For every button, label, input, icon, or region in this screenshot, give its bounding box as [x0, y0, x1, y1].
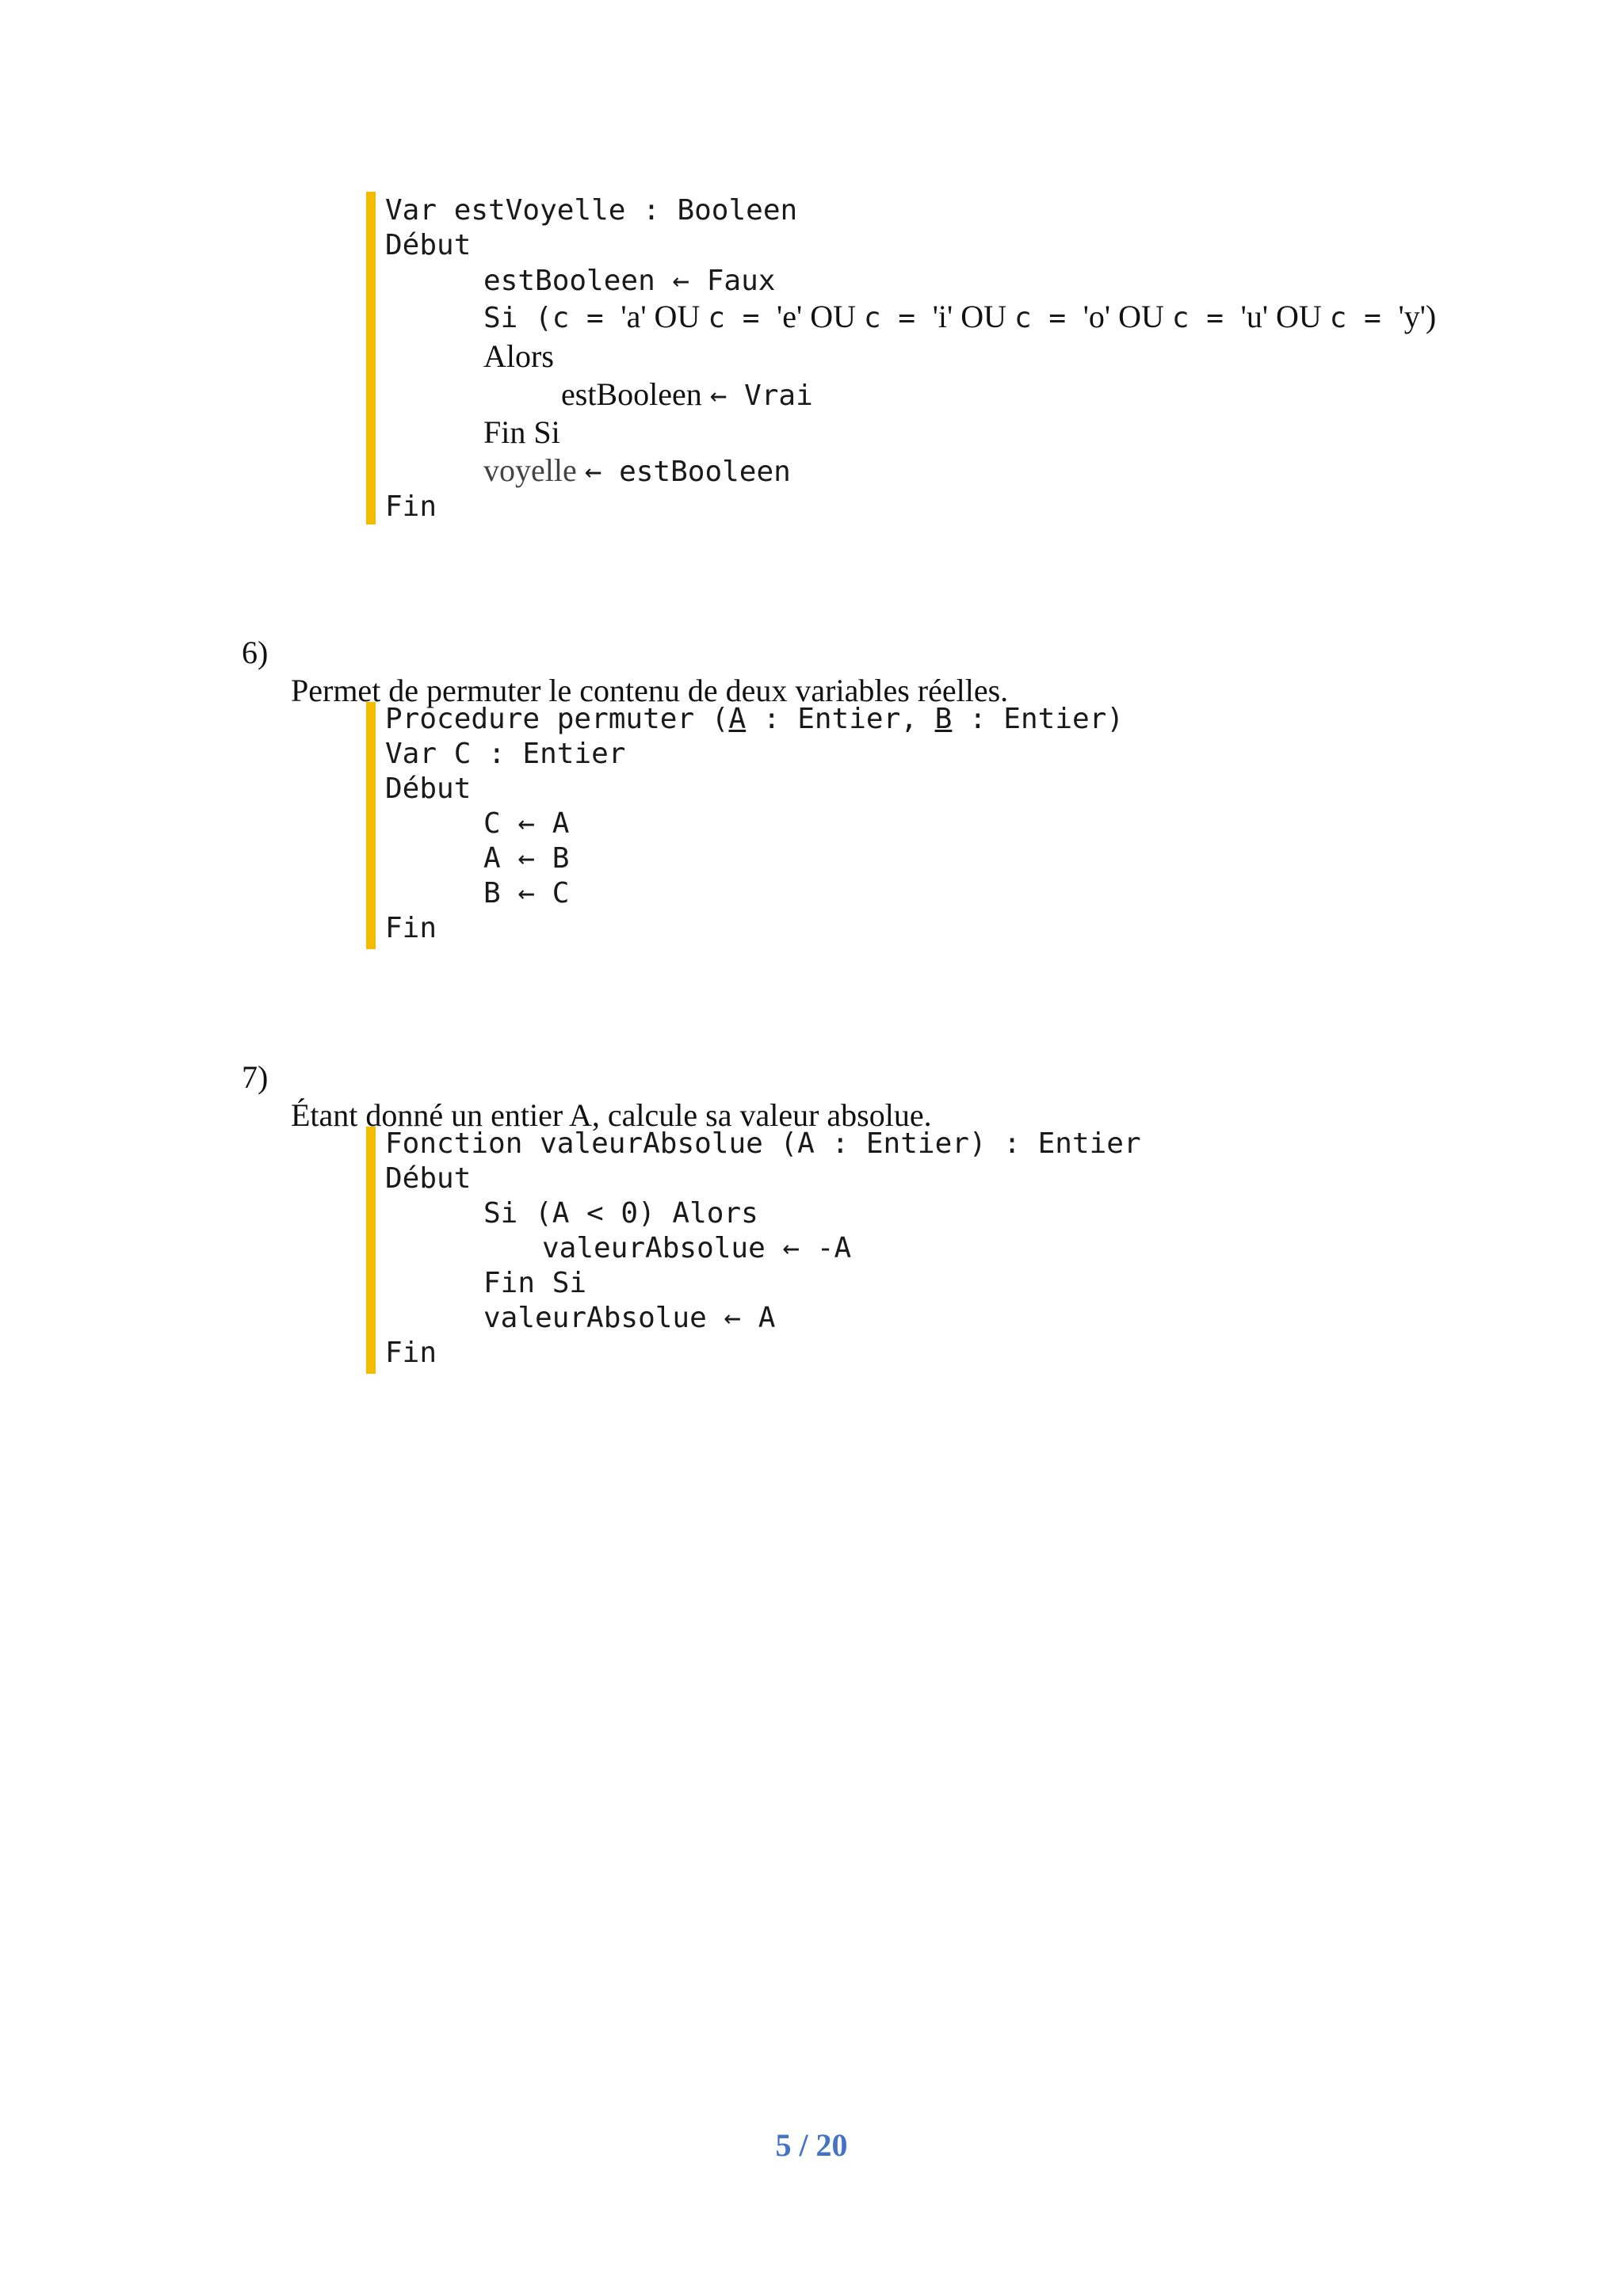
- page-number: 5 / 20: [775, 2127, 848, 2163]
- code-line: Fin Si: [483, 1267, 587, 1299]
- code-line: Fonction valeurAbsolue (A : Entier) : Entier: [385, 1127, 1141, 1160]
- question-number: 6): [242, 635, 269, 670]
- code-line: A ← B: [483, 842, 570, 875]
- code-line: valeurAbsolue ← A: [483, 1302, 776, 1334]
- code-block-est-voyelle: [366, 192, 376, 524]
- question-6: [242, 596, 1009, 710]
- code-block-valeur-absolue: [366, 1127, 376, 1374]
- code-block-permuter: [366, 702, 376, 949]
- code-line: Début: [385, 772, 472, 805]
- code-line: Début: [385, 229, 472, 261]
- code-line: estBooleen ← Faux: [483, 265, 776, 297]
- code-line: valeurAbsolue ← -A: [542, 1232, 852, 1264]
- question-text: Permet de permuter le contenu de deux variables réelles.: [291, 673, 1009, 708]
- code-line: Fin Si: [483, 414, 560, 450]
- code-line: B ← C: [483, 877, 570, 910]
- code-line: Fin: [385, 912, 437, 944]
- question-7: [242, 1020, 932, 1135]
- code-line: Procedure permuter (A : Entier, B : Entier): [385, 703, 1125, 735]
- code-line: estBooleen ← Vrai: [561, 376, 813, 412]
- code-line: C ← A: [483, 807, 570, 840]
- question-number: 7): [242, 1059, 269, 1095]
- code-line: Début: [385, 1162, 472, 1195]
- code-line: voyelle ← estBooleen: [483, 452, 791, 488]
- code-line: Fin: [385, 490, 437, 523]
- code-line: Var estVoyelle : Booleen: [385, 194, 798, 227]
- code-line: Fin: [385, 1337, 437, 1369]
- code-line: Alors: [483, 338, 554, 374]
- code-line-condition: Si (c = 'a' OU c = 'e' OU c = 'i' OU c = 'o' OU c = 'u' OU c = 'y'): [483, 299, 1437, 334]
- question-text: Étant donné un entier A, calcule sa valeur absolue.: [291, 1097, 932, 1133]
- code-line: Si (A < 0) Alors: [483, 1197, 758, 1230]
- code-line: Var C : Entier: [385, 738, 626, 770]
